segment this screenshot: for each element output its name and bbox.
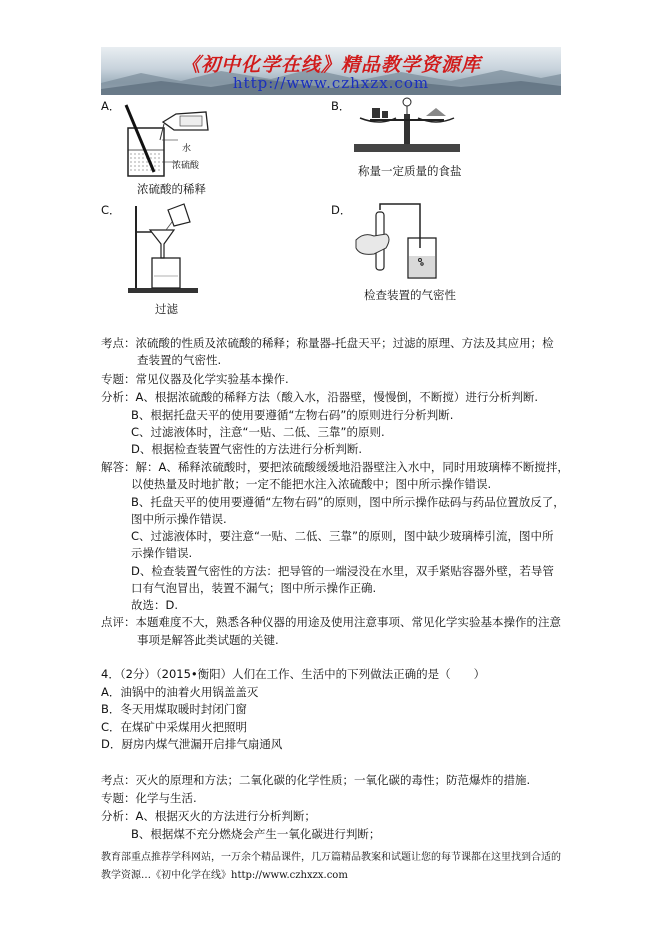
- q3-fenxi-b: B、根据托盘天平的使用要遵循“左物右码”的原则进行分析判断.: [131, 408, 454, 422]
- q4-option-b: B．冬天用煤取暖时封闭门窗: [101, 702, 247, 716]
- figure-a-acid-label: 浓硫酸: [172, 161, 200, 171]
- q3-zhuanti: 专题：常见仪器及化学实验基本操作.: [101, 372, 289, 386]
- footer-line2: 教学资源…《初中化学在线》http://www.czhxzx.com: [101, 870, 348, 881]
- figure-a-letter: A．: [101, 99, 121, 113]
- q3-jieda-line6: 示操作错误.: [131, 546, 193, 560]
- q4-option-a: A．油锅中的油着火用锅盖盖灭: [101, 685, 259, 699]
- q3-kaodian-line2: 查装置的气密性.: [137, 353, 222, 367]
- balance-diagram: [352, 96, 462, 156]
- q3-jieda-line5: C、过滤液体时，要注意“一贴、二低、三靠”的原则，图中缺少玻璃棒引流，图中所: [131, 529, 554, 543]
- figure-a-caption: 浓硫酸的稀释: [137, 182, 206, 196]
- figure-b-letter: B．: [331, 99, 351, 113]
- q3-jieda-line7: D、检查装置气密性的方法：把导管的一端浸没在水里，双手紧贴容器外壁，若导管: [131, 564, 554, 578]
- q3-jieda-line1: 解答：解：A、稀释浓硫酸时，要把浓硫酸缓缓地沿器壁注入水中，同时用玻璃棒不断搅拌，: [101, 460, 569, 474]
- q4-zhuanti: 专题：化学与生活.: [101, 791, 197, 805]
- q3-kaodian-line1: 考点：浓硫酸的性质及浓硫酸的稀释；称量器-托盘天平；过滤的原理、方法及其应用；检: [101, 336, 554, 350]
- q3-fenxi-a: 分析：A、根据浓硫酸的稀释方法（酸入水，沿器壁，慢慢倒，不断搅）进行分析判断.: [101, 390, 539, 404]
- q3-jieda-answer: 故选：D.: [131, 598, 179, 612]
- figure-b-caption: 称量一定质量的食盐: [358, 164, 462, 178]
- q4-kaodian: 考点：灭火的原理和方法；二氧化碳的化学性质；一氧化碳的毒性；防范爆炸的措施.: [101, 773, 531, 787]
- header-banner: [101, 47, 561, 95]
- q4-stem: 4．（2分）（2015•衡阳）人们在工作、生活中的下列做法正确的是（ ）: [101, 667, 486, 681]
- q4-option-d: D．厨房内煤气泄漏开启排气扇通风: [101, 737, 283, 751]
- q3-jieda-line2: 以使热量及时地扩散；一定不能把水注入浓硫酸中；图中所示操作错误.: [131, 477, 492, 491]
- q3-dianping-line1: 点评：本题难度不大，熟悉各种仪器的用途及使用注意事项、常见化学实验基本操作的注意: [101, 615, 561, 629]
- airtightness-diagram: [350, 198, 440, 283]
- q3-fenxi-d: D、根据检查装置气密性的方法进行分析判断.: [131, 442, 363, 456]
- banner-url[interactable]: http://www.czhxzx.com: [232, 74, 430, 92]
- q3-fenxi-c: C、过滤液体时，注意“一贴、二低、三靠”的原则.: [131, 425, 385, 439]
- q4-fenxi-a: 分析：A、根据灭火的方法进行分析判断；: [101, 809, 316, 823]
- q4-fenxi-b: B、根据煤不充分燃烧会产生一氧化碳进行判断；: [131, 827, 381, 841]
- figure-c-letter: C．: [101, 203, 121, 217]
- footer-line1: 教育部重点推荐学科网站，一万余个精品课件，几万篇精品教案和试题让您的每节课都在这里找到合适的: [101, 852, 561, 863]
- q3-jieda-line3: B、托盘天平的使用要遵循“左物右码”的原则，图中所示操作砝码与药品位置放反了，: [131, 495, 565, 509]
- q3-jieda-line4: 图中所示操作错误.: [131, 512, 227, 526]
- banner-title: 《初中化学在线》精品教学资源库: [180, 54, 481, 76]
- figure-c-caption: 过滤: [155, 302, 178, 316]
- figure-d-letter: D．: [331, 203, 352, 217]
- q4-option-c: C．在煤矿中采煤用火把照明: [101, 720, 248, 734]
- figure-d-caption: 检查装置的气密性: [364, 288, 456, 302]
- filtration-diagram: [128, 202, 208, 294]
- figure-a-water-label: 水: [182, 144, 192, 154]
- q3-dianping-line2: 事项是解答此类试题的关键.: [137, 633, 279, 647]
- q3-jieda-line8: 口有气泡冒出，装置不漏气；图中所示操作正确.: [131, 581, 377, 595]
